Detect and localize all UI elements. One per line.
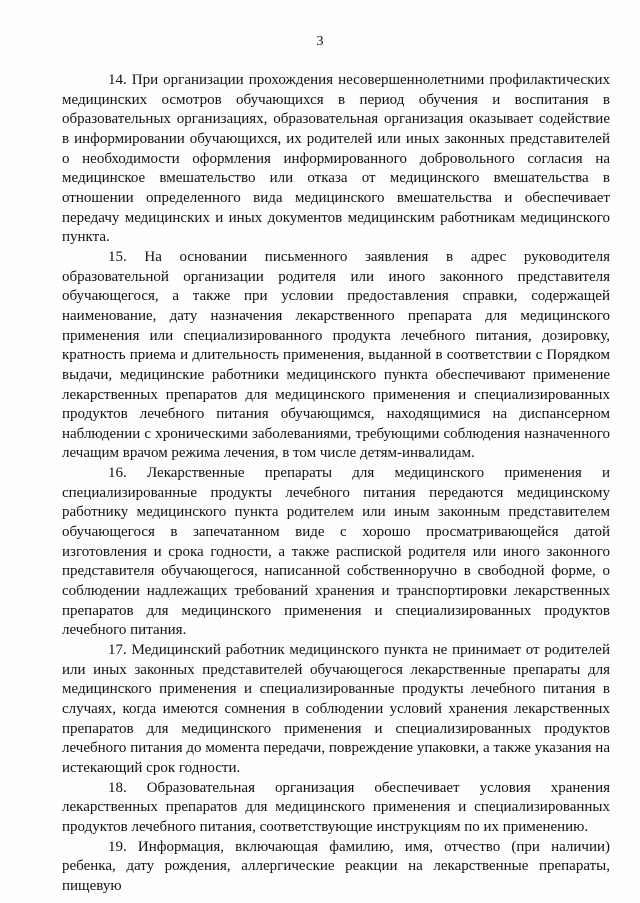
paragraph-15: 15. На основании письменного заявления в адрес руководителя образовательной организации родителя или иного законного представителя обучающегося, а также при условии предоставления справки, содержащей наименование, дату назначения лекарственного препарата для медицинского применения или специализированного продукта лечебного питания, дозировку, кратность приема и длительность применения, выданной в соответствии с Порядком выдачи, медицинские работники медицинского пункта обеспечивают применение лекарственных препаратов для медицинского применения и специализированных продуктов лечебного питания обучающимся, находящимися на диспансерном наблюдении с хроническими заболеваниями, требующими соблюдения назначенного лечащим врачом режима лечения, в том числе детям-инвалидам. <box>62 248 610 462</box>
paragraph-14: 14. При организации прохождения несовершеннолетними профилактических медицинских осмотров обучающихся в период обучения и воспитания в образовательных организациях, образовательная организация оказывает содействие в информировании обучающихся, их родителей или иных законных представителей о необходимости оформления информированного добровольного согласия на медицинское вмешательство или отказа от медицинского вмешательства в отношении определенного вида медицинского вмешательства и обеспечивает передачу медицинских и иных документов медицинским работникам медицинского пункта. <box>62 72 610 246</box>
page-number: 3 <box>316 34 324 49</box>
paragraph-19: 19. Информация, включающая фамилию, имя, отчество (при наличии) ребенка, дату рождения, аллергические реакции на лекарственные препараты, пищевую <box>62 838 610 894</box>
paragraph-16: 16. Лекарственные препараты для медицинского применения и специализированные продукты лечебного питания передаются медицинскому работнику медицинского пункта родителем или иным законным представителем обучающегося в запечатанном виде с хорошо просматривающейся датой изготовления и срока годности, а также распиской родителя или иного законного представителя обучающегося, написанной собственноручно в свободной форме, о соблюдении надлежащих требований хранения и транспортировки лекарственных препаратов для медицинского применения и специализированных продуктов лечебного питания. <box>62 465 610 639</box>
paragraph-18: 18. Образовательная организация обеспечивает условия хранения лекарственных препаратов для медицинского применения и специализированных продуктов лечебного питания, соответствующие инструкциям по их применению. <box>62 779 610 835</box>
paragraph-17: 17. Медицинский работник медицинского пункта не принимает от родителей или иных законных представителей обучающегося лекарственные препараты для медицинского применения и специализированные продукты лечебного питания в случаях, когда имеются сомнения в соблюдении условий хранения лекарственных препаратов для медицинского применения и специализированных продуктов лечебного питания до момента передачи, повреждение упаковки, а также указания на истекающий срок годности. <box>62 642 610 776</box>
document-body <box>62 71 610 897</box>
